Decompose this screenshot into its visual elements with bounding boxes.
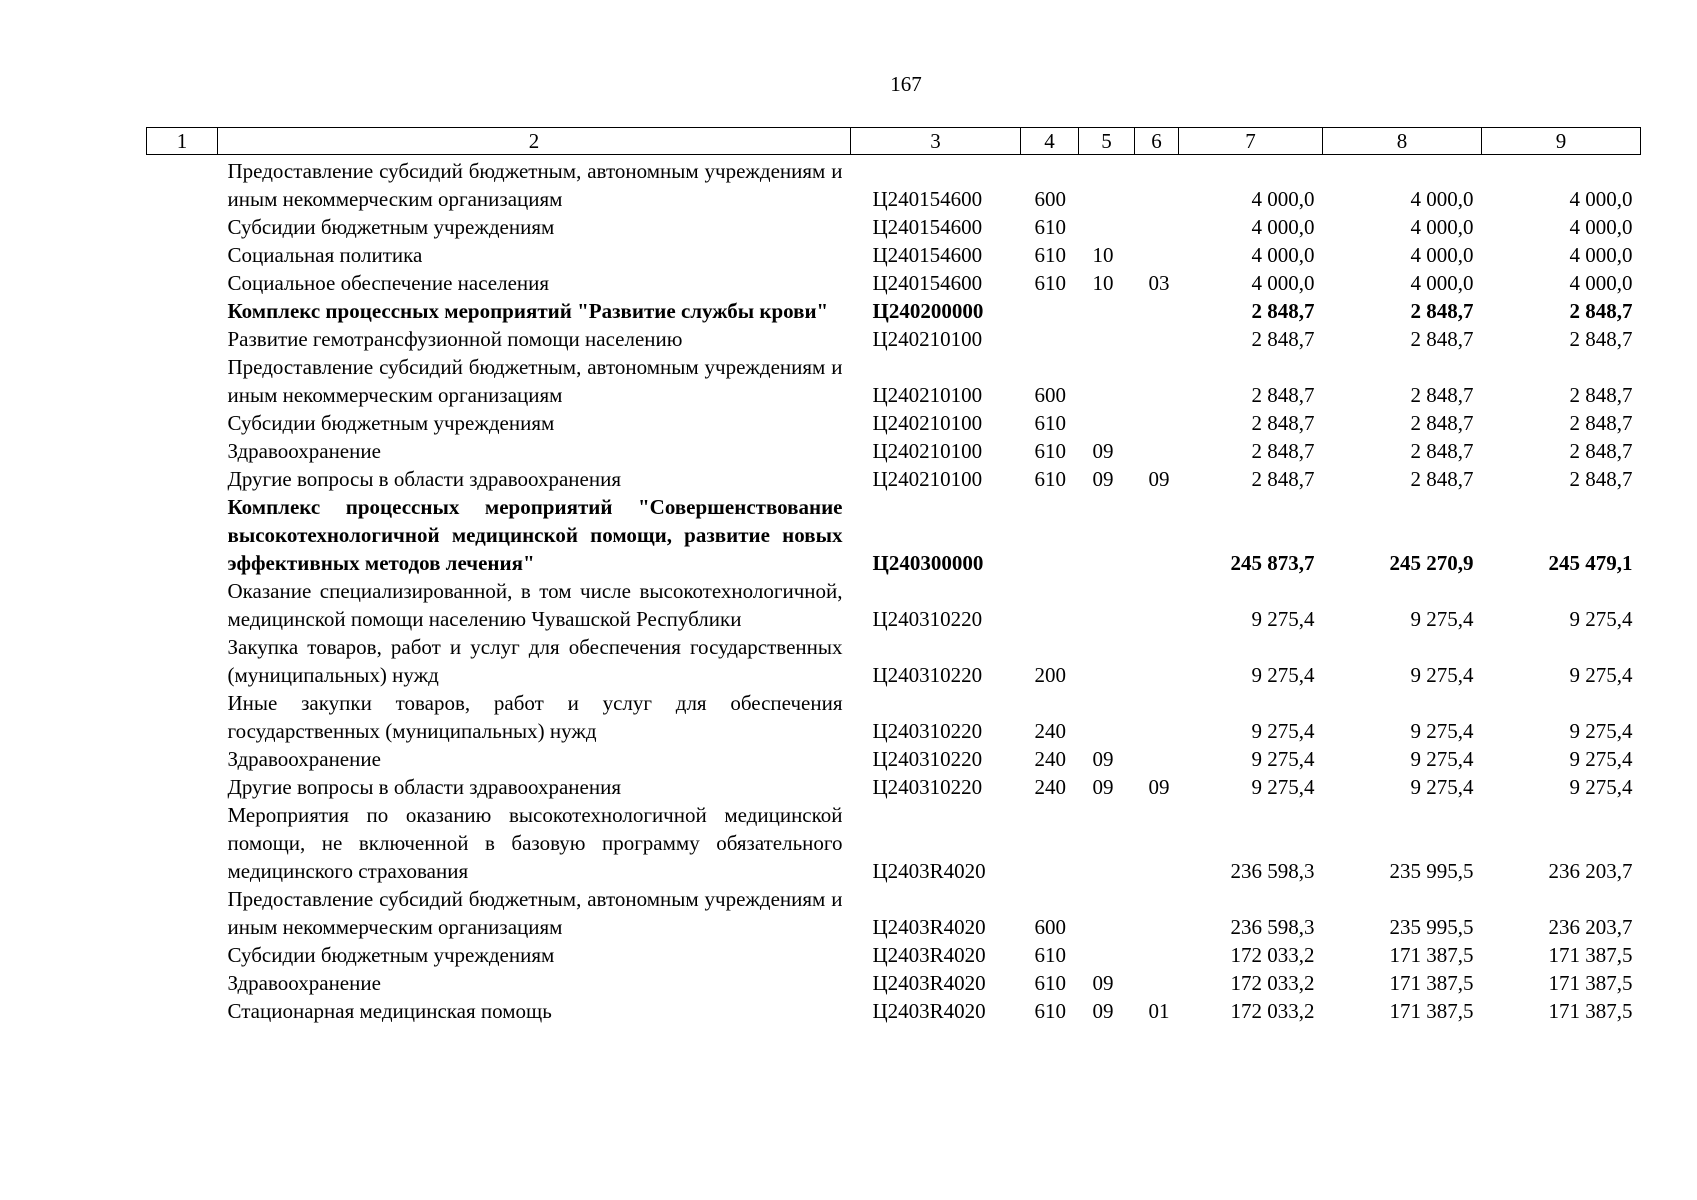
row-col-5	[1079, 297, 1135, 325]
row-value-9: 9 275,4	[1569, 775, 1633, 799]
row-name: Оказание специализированной, в том числе высокотехнологичной, медицинской помощи населению Чувашской Республики	[227, 579, 843, 631]
row-blank-cell	[147, 269, 218, 297]
row-name: Закупка товаров, работ и услуг для обеспечения государственных (муниципальных) нужд	[227, 635, 843, 687]
row-col-5	[1079, 213, 1135, 241]
row-col-6	[1135, 325, 1179, 353]
row-value-8: 4 000,0	[1410, 187, 1474, 211]
row-value-8: 9 275,4	[1410, 719, 1474, 743]
row-value-8: 2 848,7	[1410, 411, 1474, 435]
row-code: Ц240210100	[872, 411, 983, 435]
row-blank-cell	[147, 689, 218, 745]
row-value-7: 236 598,3	[1230, 859, 1315, 883]
row-blank-cell	[147, 633, 218, 689]
row-col-5: 09	[1092, 999, 1114, 1023]
row-col-6	[1135, 409, 1179, 437]
row-value-9: 2 848,7	[1569, 439, 1633, 463]
table-row	[147, 353, 1641, 409]
row-name: Развитие гемотрансфузионной помощи населению	[227, 327, 683, 351]
row-col-6: 09	[1148, 467, 1170, 491]
table-row	[147, 493, 1641, 577]
table-row	[147, 409, 1641, 437]
row-col-5: 09	[1092, 439, 1114, 463]
table-row	[147, 745, 1641, 773]
row-value-7: 236 598,3	[1230, 915, 1315, 939]
row-col-4: 610	[1034, 971, 1066, 995]
header-col-3: 3	[851, 128, 1021, 155]
table-row	[147, 773, 1641, 801]
row-name: Мероприятия по оказанию высокотехнологичной медицинской помощи, не включенной в базовую программу обязательного медицинского страхования	[227, 803, 843, 883]
row-blank-cell	[147, 297, 218, 325]
row-blank-cell	[147, 941, 218, 969]
row-value-9: 236 203,7	[1548, 859, 1633, 883]
row-blank-cell	[147, 465, 218, 493]
row-blank-cell	[147, 801, 218, 885]
row-value-9: 171 387,5	[1548, 999, 1633, 1023]
row-blank-cell	[147, 969, 218, 997]
row-col-6	[1135, 437, 1179, 465]
row-col-4: 240	[1034, 747, 1066, 771]
row-code: Ц2403R4020	[872, 915, 986, 939]
row-code: Ц240310220	[872, 607, 983, 631]
row-col-5: 10	[1092, 243, 1114, 267]
row-value-7: 172 033,2	[1230, 971, 1315, 995]
row-col-4: 200	[1034, 663, 1066, 687]
row-value-8: 235 995,5	[1389, 859, 1474, 883]
row-name: Стационарная медицинская помощь	[227, 999, 552, 1023]
row-value-7: 9 275,4	[1251, 719, 1315, 743]
row-value-8: 9 275,4	[1410, 775, 1474, 799]
row-col-5	[1079, 885, 1135, 941]
row-code: Ц240210100	[872, 327, 983, 351]
table-row	[147, 241, 1641, 269]
table-row	[147, 325, 1641, 353]
row-blank-cell	[147, 997, 218, 1025]
row-value-8: 171 387,5	[1389, 943, 1474, 967]
row-value-7: 172 033,2	[1230, 943, 1315, 967]
row-value-8: 9 275,4	[1410, 607, 1474, 631]
row-blank-cell	[147, 885, 218, 941]
row-col-4: 610	[1034, 271, 1066, 295]
row-value-9: 4 000,0	[1569, 215, 1633, 239]
row-name: Комплекс процессных мероприятий "Совершенствование высокотехнологичной медицинской помощи, развитие новых эффективных методов лечения"	[227, 495, 843, 575]
row-name: Здравоохранение	[227, 971, 381, 995]
row-col-5	[1079, 353, 1135, 409]
header-col-9: 9	[1482, 128, 1641, 155]
row-col-4: 600	[1034, 383, 1066, 407]
row-code: Ц240310220	[872, 719, 983, 743]
header-row	[147, 128, 1641, 155]
row-col-4: 610	[1034, 411, 1066, 435]
row-blank-cell	[147, 325, 218, 353]
header-col-5: 5	[1079, 128, 1135, 155]
header-col-8: 8	[1323, 128, 1482, 155]
table-row	[147, 213, 1641, 241]
row-code: Ц240310220	[872, 747, 983, 771]
row-value-7: 2 848,7	[1251, 383, 1315, 407]
row-value-7: 2 848,7	[1251, 327, 1315, 351]
row-col-6	[1135, 577, 1179, 633]
row-value-8: 2 848,7	[1410, 383, 1474, 407]
row-col-6	[1135, 297, 1179, 325]
row-value-9: 2 848,7	[1569, 411, 1633, 435]
row-col-5: 09	[1092, 747, 1114, 771]
table-row	[147, 941, 1641, 969]
row-value-7: 4 000,0	[1251, 243, 1315, 267]
row-col-6	[1135, 885, 1179, 941]
row-col-6	[1135, 801, 1179, 885]
row-value-9: 2 848,7	[1569, 327, 1633, 351]
row-name: Социальное обеспечение населения	[227, 271, 550, 295]
row-col-4: 610	[1034, 243, 1066, 267]
row-name: Предоставление субсидий бюджетным, автономным учреждениям и иным некоммерческим организациям	[227, 355, 843, 407]
row-value-8: 4 000,0	[1410, 243, 1474, 267]
row-value-8: 4 000,0	[1410, 271, 1474, 295]
row-value-9: 9 275,4	[1569, 663, 1633, 687]
row-value-8: 2 848,7	[1410, 467, 1474, 491]
row-value-9: 9 275,4	[1569, 747, 1633, 771]
row-name: Другие вопросы в области здравоохранения	[227, 775, 621, 799]
row-blank-cell	[147, 493, 218, 577]
row-name: Другие вопросы в области здравоохранения	[227, 467, 621, 491]
table-row	[147, 633, 1641, 689]
row-value-8: 9 275,4	[1410, 663, 1474, 687]
row-col-6: 03	[1148, 271, 1170, 295]
row-blank-cell	[147, 213, 218, 241]
row-col-4	[1021, 493, 1079, 577]
table-row	[147, 155, 1641, 214]
row-col-5	[1079, 325, 1135, 353]
row-col-6	[1135, 213, 1179, 241]
row-col-4: 610	[1034, 999, 1066, 1023]
header-col-2: 2	[218, 128, 851, 155]
row-value-7: 4 000,0	[1251, 187, 1315, 211]
row-value-8: 9 275,4	[1410, 747, 1474, 771]
table-body	[147, 155, 1641, 1026]
row-value-9: 9 275,4	[1569, 719, 1633, 743]
table-row	[147, 997, 1641, 1025]
table-row	[147, 801, 1641, 885]
table-row	[147, 465, 1641, 493]
row-col-5: 09	[1092, 467, 1114, 491]
row-name: Субсидии бюджетным учреждениям	[227, 215, 555, 239]
row-col-5	[1079, 155, 1135, 214]
budget-table	[146, 127, 1641, 1025]
row-col-4: 600	[1034, 915, 1066, 939]
row-code: Ц240310220	[872, 775, 983, 799]
row-code: Ц2403R4020	[872, 971, 986, 995]
row-col-4: 240	[1034, 775, 1066, 799]
row-value-9: 236 203,7	[1548, 915, 1633, 939]
row-col-5	[1079, 409, 1135, 437]
row-col-6	[1135, 969, 1179, 997]
row-value-9: 245 479,1	[1548, 551, 1633, 575]
row-col-4: 610	[1034, 467, 1066, 491]
row-value-8: 245 270,9	[1389, 551, 1474, 575]
row-code: Ц240200000	[872, 299, 984, 323]
row-code: Ц240210100	[872, 439, 983, 463]
row-col-6	[1135, 633, 1179, 689]
header-col-4: 4	[1021, 128, 1079, 155]
row-code: Ц240154600	[872, 215, 983, 239]
row-name: Здравоохранение	[227, 439, 381, 463]
row-name: Комплекс процессных мероприятий "Развитие службы крови"	[227, 299, 829, 323]
row-col-6: 01	[1148, 999, 1170, 1023]
row-col-5: 09	[1092, 971, 1114, 995]
row-value-9: 4 000,0	[1569, 187, 1633, 211]
row-value-9: 4 000,0	[1569, 243, 1633, 267]
row-col-6	[1135, 493, 1179, 577]
row-code: Ц240310220	[872, 663, 983, 687]
table-header	[147, 128, 1641, 155]
header-col-1: 1	[147, 128, 218, 155]
row-col-5	[1079, 689, 1135, 745]
row-col-4: 610	[1034, 215, 1066, 239]
row-code: Ц2403R4020	[872, 943, 986, 967]
row-blank-cell	[147, 353, 218, 409]
row-value-7: 9 275,4	[1251, 775, 1315, 799]
row-name: Предоставление субсидий бюджетным, автономным учреждениям и иным некоммерческим организациям	[227, 159, 843, 211]
row-value-9: 171 387,5	[1548, 971, 1633, 995]
row-value-7: 9 275,4	[1251, 607, 1315, 631]
row-value-7: 172 033,2	[1230, 999, 1315, 1023]
row-col-4: 240	[1034, 719, 1066, 743]
row-blank-cell	[147, 773, 218, 801]
row-blank-cell	[147, 155, 218, 214]
row-name: Субсидии бюджетным учреждениям	[227, 411, 555, 435]
row-code: Ц240300000	[872, 551, 984, 575]
row-value-8: 2 848,7	[1410, 327, 1474, 351]
row-value-8: 4 000,0	[1410, 215, 1474, 239]
row-value-7: 245 873,7	[1230, 551, 1315, 575]
table-row	[147, 577, 1641, 633]
row-col-4	[1021, 297, 1079, 325]
row-value-7: 2 848,7	[1251, 439, 1315, 463]
row-col-5: 09	[1092, 775, 1114, 799]
table-row	[147, 689, 1641, 745]
row-code: Ц240154600	[872, 187, 983, 211]
row-col-4	[1021, 577, 1079, 633]
row-name: Иные закупки товаров, работ и услуг для обеспечения государственных (муниципальных) нужд	[227, 691, 843, 743]
row-value-8: 235 995,5	[1389, 915, 1474, 939]
row-value-9: 2 848,7	[1569, 467, 1633, 491]
row-col-5	[1079, 493, 1135, 577]
row-blank-cell	[147, 409, 218, 437]
row-value-9: 9 275,4	[1569, 607, 1633, 631]
row-col-5: 10	[1092, 271, 1114, 295]
row-value-7: 2 848,7	[1251, 411, 1315, 435]
row-value-7: 2 848,7	[1251, 299, 1315, 323]
row-col-6	[1135, 241, 1179, 269]
row-value-8: 171 387,5	[1389, 971, 1474, 995]
row-col-5	[1079, 941, 1135, 969]
row-code: Ц240154600	[872, 271, 983, 295]
table-row	[147, 885, 1641, 941]
row-code: Ц240210100	[872, 383, 983, 407]
row-code: Ц2403R4020	[872, 999, 986, 1023]
row-col-6	[1135, 941, 1179, 969]
table-row	[147, 297, 1641, 325]
page-number: 167	[890, 72, 922, 96]
row-value-7: 9 275,4	[1251, 747, 1315, 771]
row-blank-cell	[147, 577, 218, 633]
row-code: Ц240210100	[872, 467, 983, 491]
row-col-6	[1135, 155, 1179, 214]
table-row	[147, 969, 1641, 997]
row-value-9: 171 387,5	[1548, 943, 1633, 967]
table-row	[147, 269, 1641, 297]
row-col-4	[1021, 801, 1079, 885]
row-col-6	[1135, 689, 1179, 745]
table-row	[147, 437, 1641, 465]
row-col-6	[1135, 353, 1179, 409]
row-value-9: 2 848,7	[1569, 299, 1633, 323]
row-name: Предоставление субсидий бюджетным, автономным учреждениям и иным некоммерческим организациям	[227, 887, 843, 939]
row-value-9: 4 000,0	[1569, 271, 1633, 295]
row-col-5	[1079, 801, 1135, 885]
row-col-6	[1135, 745, 1179, 773]
row-value-8: 2 848,7	[1410, 299, 1474, 323]
header-col-7: 7	[1179, 128, 1323, 155]
row-value-7: 9 275,4	[1251, 663, 1315, 687]
row-blank-cell	[147, 745, 218, 773]
row-name: Социальная политика	[227, 243, 423, 267]
row-col-4: 610	[1034, 943, 1066, 967]
row-code: Ц2403R4020	[872, 859, 986, 883]
header-col-6: 6	[1135, 128, 1179, 155]
row-value-7: 4 000,0	[1251, 271, 1315, 295]
row-col-5	[1079, 577, 1135, 633]
row-value-8: 171 387,5	[1389, 999, 1474, 1023]
row-code: Ц240154600	[872, 243, 983, 267]
row-value-9: 2 848,7	[1569, 383, 1633, 407]
row-blank-cell	[147, 241, 218, 269]
row-name: Здравоохранение	[227, 747, 381, 771]
row-col-6: 09	[1148, 775, 1170, 799]
row-col-4	[1021, 325, 1079, 353]
row-name: Субсидии бюджетным учреждениям	[227, 943, 555, 967]
row-col-4: 600	[1034, 187, 1066, 211]
row-value-7: 4 000,0	[1251, 215, 1315, 239]
row-blank-cell	[147, 437, 218, 465]
row-value-7: 2 848,7	[1251, 467, 1315, 491]
row-col-4: 610	[1034, 439, 1066, 463]
row-col-5	[1079, 633, 1135, 689]
row-value-8: 2 848,7	[1410, 439, 1474, 463]
